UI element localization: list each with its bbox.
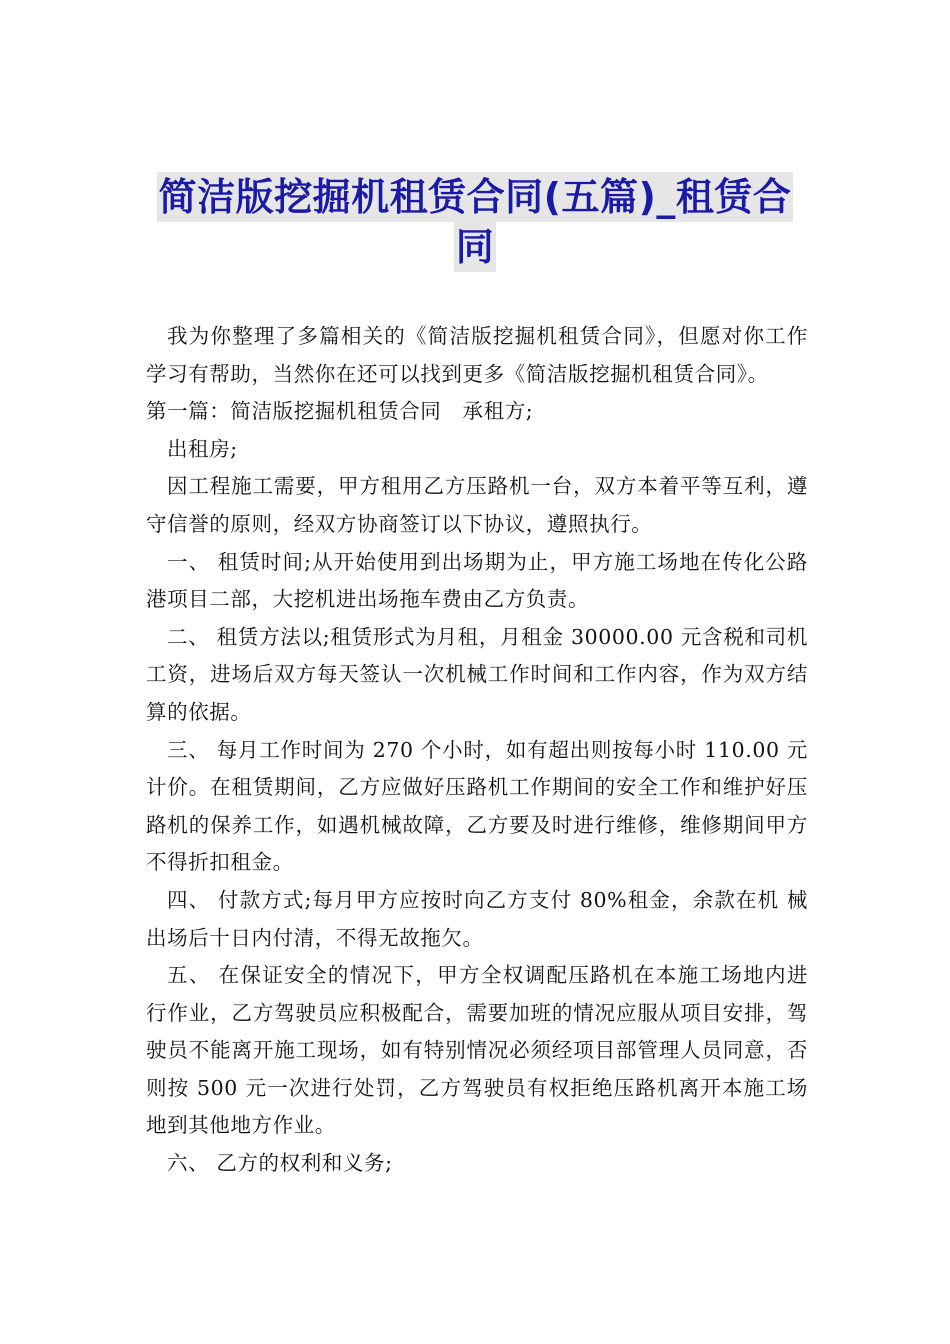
clause-5: 五、 在保证安全的情况下，甲方全权调配压路机在本施工场地内进 行作业，乙方驾驶员应积极配合，需要加班的情况应服从项目安排，驾驶员不能离开施工现场，如有特别情况必须经项目部管理人员同意，否则按 500 元一次进行处罚，乙方驾驶员有权拒绝压路机离开本施工场地到其他地方作业。	[146, 963, 808, 1138]
lessor-line: 出租房;	[167, 436, 238, 461]
title-line-1: 简洁版挖掘机租赁合同(五篇)_租赁合	[157, 172, 794, 222]
intro-paragraph: 我为你整理了多篇相关的《简洁版挖掘机租赁合同》，但愿对你工作学习有帮助，当然你在还可以找到更多《简洁版挖掘机租赁合同》。	[146, 324, 808, 386]
clause-3: 三、 每月工作时间为 270 个小时，如有超出则按每小时 110.00 元计价。在租赁期间，乙方应做好压路机工作期间的安全工作和维护好压路机的保养工作，如遇机械故障，乙方要及时进行维修，维修期间甲方不得折扣租金。	[146, 737, 808, 875]
document-title	[0, 172, 950, 272]
title-line-2: 同	[454, 222, 497, 272]
preamble-paragraph: 因工程施工需要，甲方租用乙方压路机一台，双方本着平等互利，遵守信誉的原则，经双方协商签订以下协议，遵照执行。	[146, 474, 808, 536]
clause-2: 二、 租赁方法以;租赁形式为月租，月租金 30000.00 元含税和司机工资，进场后双方每天签认一次机械工作时间和工作内容，作为双方结算的依据。	[146, 624, 808, 724]
clause-1: 一、 租赁时间;从开始使用到出场期为止，甲方施工场地在传化公路港项目二部，大挖机进出场拖车费由乙方负责。	[146, 549, 808, 612]
clause-4: 四、 付款方式;每月甲方应按时向乙方支付 80%租金，余款在机 械出场后十日内付清，不得无故拖欠。	[146, 887, 808, 950]
section-heading-1: 第一篇：简洁版挖掘机租赁合同 承租方;	[146, 399, 534, 424]
document-body	[146, 318, 808, 1183]
clause-6: 六、 乙方的权利和义务;	[167, 1151, 393, 1176]
